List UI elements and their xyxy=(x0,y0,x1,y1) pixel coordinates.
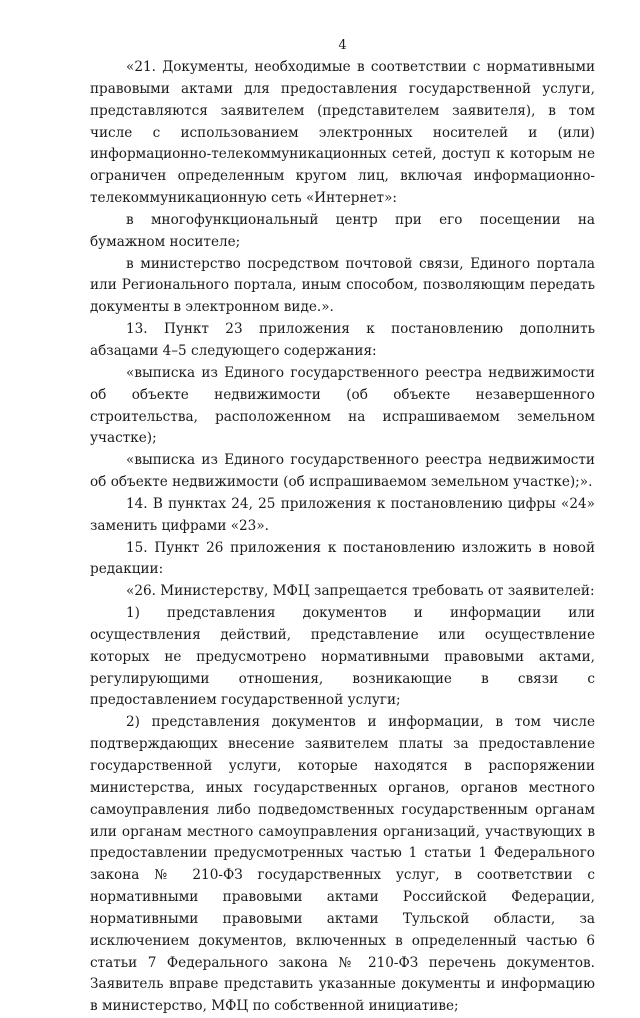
document-page xyxy=(90,38,595,1018)
paragraph-extract-land: «выписка из Единого государственного реестра недвижимости об объекте недвижимости (об испрашиваемом земельном участке);». xyxy=(90,452,595,491)
paragraph-item-1: 1) представления документов и информации или осуществления действий, представление или осуществление которых не предусмотрено нормативными правовыми актами, регулирующими отношения, возникающие в связи с предоставлением государственной услуги; xyxy=(90,605,595,709)
page-number: 4 xyxy=(338,38,347,53)
paragraph-21: «21. Документы, необходимые в соответствии с нормативными правовыми актами для предоставления государственной услуги, представляются заявителем (представителем заявителя), в том числе с использованием электронных носителей и (или) информационно-телекоммуникационных сетей, доступ к которым не ограничен определенным кругом лиц, включая информационно-телекоммуникационную сеть «Интернет»: xyxy=(90,59,595,207)
paragraph-14: 14. В пунктах 24, 25 приложения к постановлению цифры «24» заменить цифрами «23». xyxy=(90,495,595,534)
paragraph-26: «26. Министерству, МФЦ запрещается требовать от заявителей: xyxy=(126,583,595,600)
paragraph-item-2: 2) представления документов и информации, в том числе подтверждающих внесение заявителем платы за предоставление государственной услуги, которые находятся в распоряжении министерства, иных государственных органов, органов местного самоуправления либо подведомственных государственным органам или органам местного самоуправления организаций, участвующих в предоставлении предусмотренных частью 1 статьи 1 Федерального закона № 210-ФЗ государственных услуг, в соответствии с нормативными правовыми актами Российской Федерации, нормативными правовыми актами Тульской области, за исключением документов, включенных в определенный частью 6 статьи 7 Федерального закона № 210-ФЗ перечень документов. Заявитель вправе представить указанные документы и информацию в министерство, МФЦ по собственной инициативе; xyxy=(90,714,595,1015)
paragraph-extract-unfinished: «выписка из Единого государственного реестра недвижимости об объекте недвижимости (об объекте незавершенного строительства, расположенном на испрашиваемом земельном участке); xyxy=(90,364,595,447)
paragraph-ministry: в министерство посредством почтовой связи, Единого портала или Регионального портала, иным способом, позволяющим передать документы в электронном виде.». xyxy=(90,255,595,316)
paragraph-15: 15. Пункт 26 приложения к постановлению изложить в новой редакции: xyxy=(90,539,595,578)
paragraph-mfc: в многофункциональный центр при его посещении на бумажном носителе; xyxy=(90,211,595,250)
paragraph-13: 13. Пункт 23 приложения к постановлению дополнить абзацами 4–5 следующего содержания: xyxy=(90,321,595,359)
